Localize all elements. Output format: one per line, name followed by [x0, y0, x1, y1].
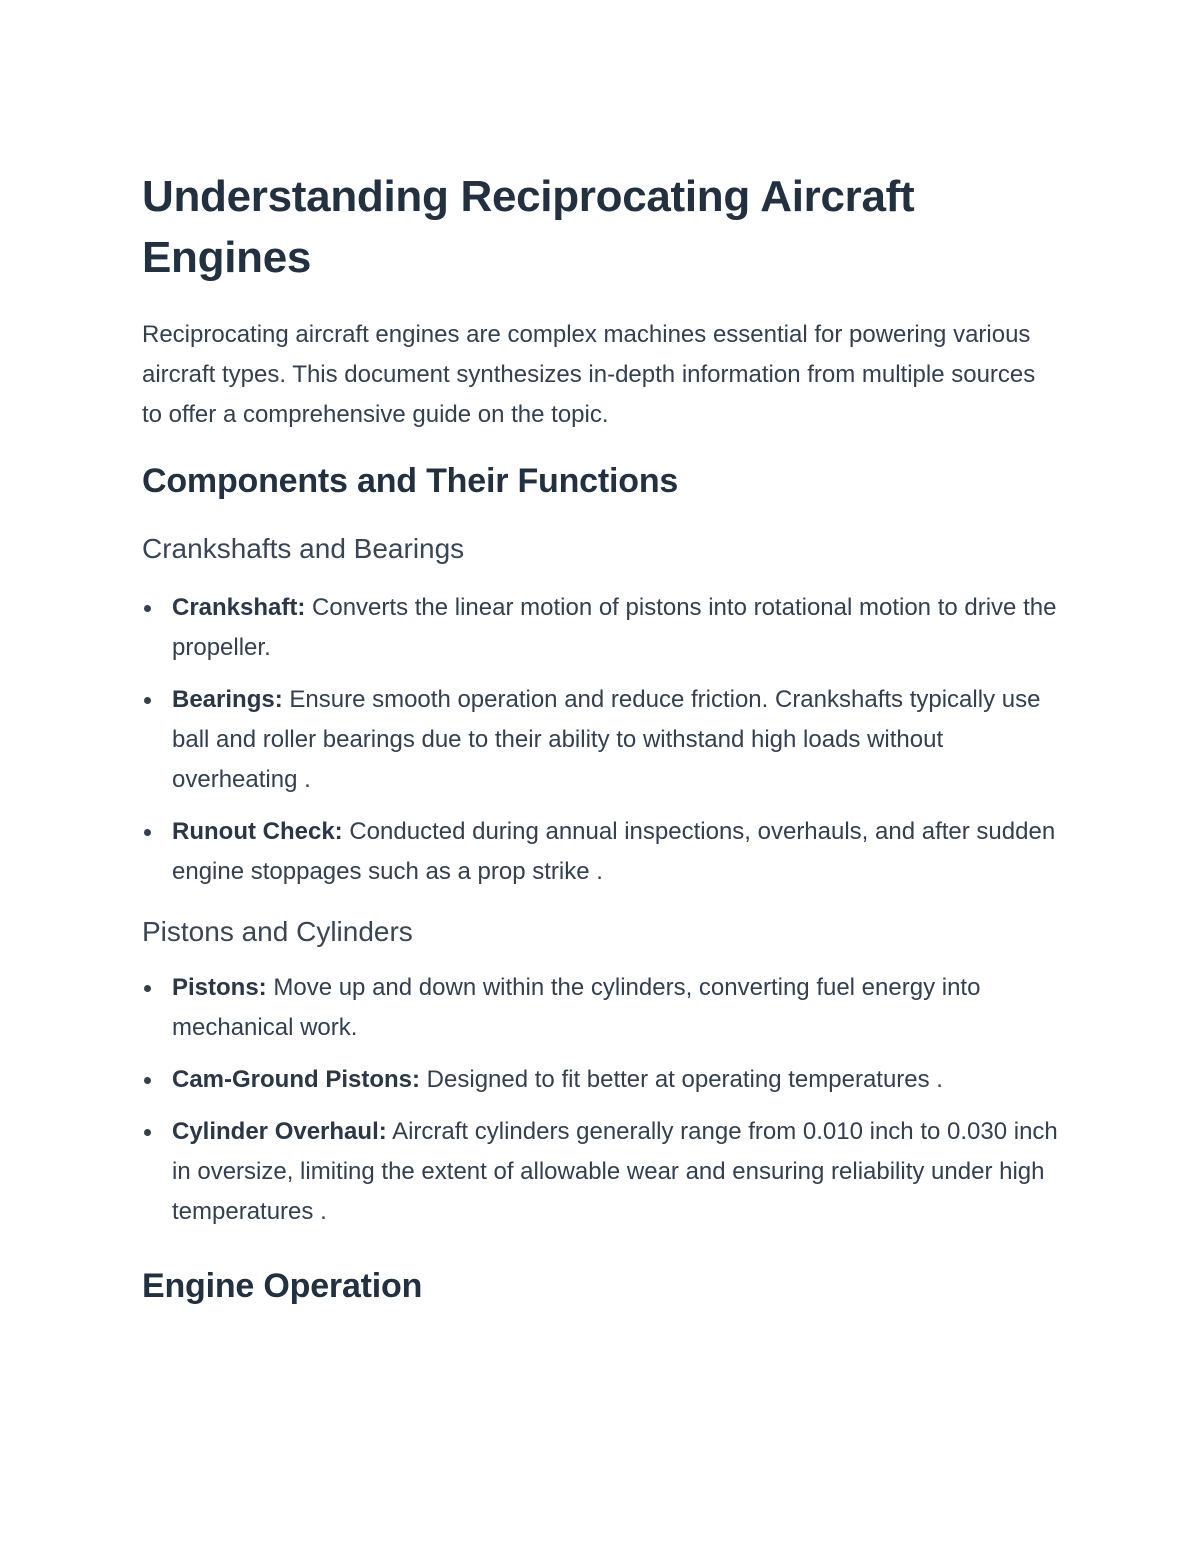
- item-text: Conducted during annual inspections, overhauls, and after sudden engine stoppages such as a prop strike .: [172, 818, 1056, 885]
- item-term: Cam-Ground Pistons:: [172, 1066, 421, 1093]
- subheading-pistons: Pistons and Cylinders: [142, 916, 413, 947]
- subheading-crankshafts: Crankshafts and Bearings: [142, 533, 465, 564]
- pistons-list: [142, 968, 1060, 1232]
- section-heading-components: Components and Their Functions: [142, 462, 679, 500]
- section-heading-engine-operation: Engine Operation: [142, 1267, 423, 1305]
- item-text: Converts the linear motion of pistons into rotational motion to drive the propeller.: [172, 594, 1057, 661]
- list-item: [142, 1112, 1060, 1232]
- bullet-icon: [144, 829, 151, 836]
- bullet-icon: [144, 985, 151, 992]
- bullet-icon: [144, 605, 151, 612]
- item-text: Aircraft cylinders generally range from 0.010 inch to 0.030 inch in oversize, limiting the extent of allowable wear and ensuring reliability under high temperatures .: [172, 1118, 1058, 1225]
- list-item: [142, 1060, 1060, 1100]
- item-term: Cylinder Overhaul:: [172, 1118, 387, 1145]
- intro-paragraph: Reciprocating aircraft engines are complex machines essential for powering various aircraft types. This document synthesizes in-depth information from multiple sources to offer a comprehensive guide on the topic.: [142, 321, 1036, 428]
- item-term: Crankshaft:: [172, 594, 306, 621]
- list-item: [142, 588, 1060, 668]
- crankshafts-list: [142, 588, 1060, 892]
- list-item: [142, 968, 1060, 1048]
- page-title: Understanding Reciprocating Aircraft Engines: [142, 172, 915, 282]
- bullet-icon: [144, 697, 151, 704]
- item-text: Ensure smooth operation and reduce friction. Crankshafts typically use ball and roller bearings due to their ability to withstand high loads without overheating .: [172, 686, 1041, 793]
- item-text: Designed to fit better at operating temperatures .: [420, 1066, 943, 1093]
- item-term: Runout Check:: [172, 818, 343, 845]
- list-item: [142, 812, 1060, 892]
- item-term: Pistons:: [172, 974, 267, 1001]
- list-item: [142, 680, 1060, 800]
- item-text: Move up and down within the cylinders, converting fuel energy into mechanical work.: [172, 974, 981, 1041]
- bullet-icon: [144, 1077, 151, 1084]
- bullet-icon: [144, 1129, 151, 1136]
- item-term: Bearings:: [172, 686, 283, 713]
